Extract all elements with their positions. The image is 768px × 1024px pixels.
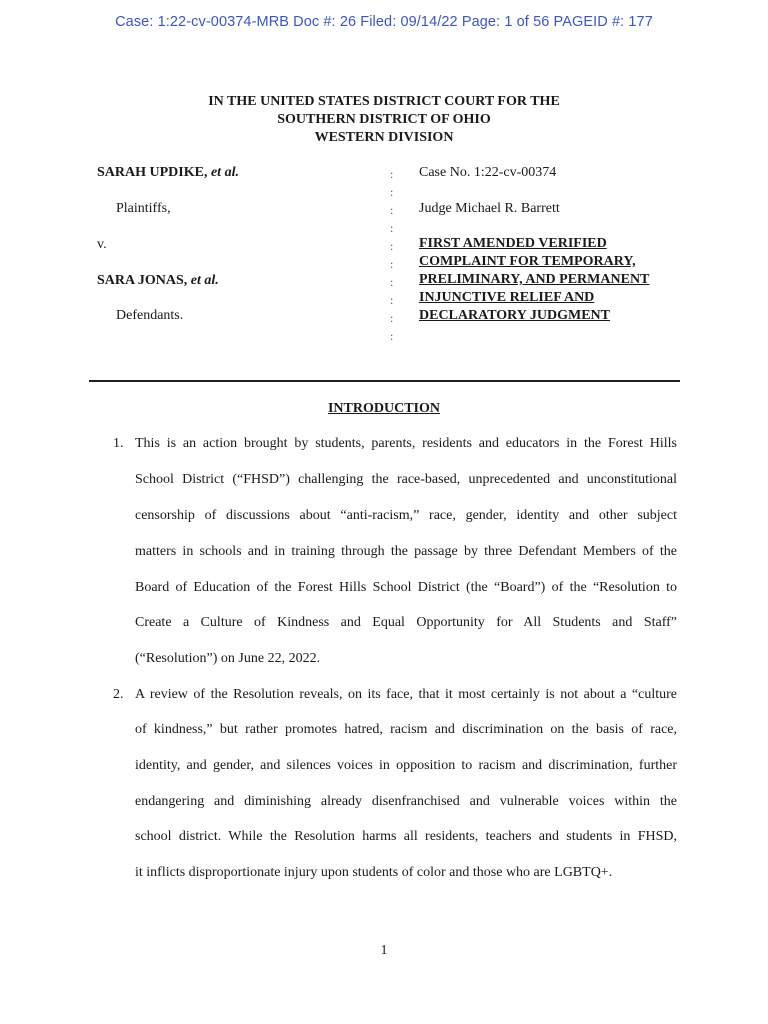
relief-title-line: INJUNCTIVE RELIEF AND xyxy=(419,290,595,305)
paragraph-line: endangering and diminishing already disenfranchised and vulnerable voices within the xyxy=(135,794,677,809)
relief-title-line: FIRST AMENDED VERIFIED xyxy=(419,236,607,251)
paragraph-line: matters in schools and in training through the passage by three Defendant Members of the xyxy=(135,544,677,559)
plaintiff-et-al: et al. xyxy=(210,165,239,180)
section-heading-introduction: INTRODUCTION xyxy=(327,401,440,416)
paragraph-line: This is an action brought by students, parents, residents and educators in the Forest Hills xyxy=(135,436,677,451)
plaintiffs-label: Plaintiffs, xyxy=(116,201,171,216)
relief-title-line: COMPLAINT FOR TEMPORARY, xyxy=(419,254,636,269)
defendant-et-al: et al. xyxy=(190,273,219,288)
judge-name: Judge Michael R. Barrett xyxy=(419,201,560,216)
defendants-label: Defendants. xyxy=(116,308,184,323)
caption-divider xyxy=(89,380,680,382)
paragraph-line: identity, and gender, and silences voices in opposition to racism and discrimination, further xyxy=(135,758,677,773)
paragraph-line: (“Resolution”) on June 22, 2022. xyxy=(135,651,321,666)
defendant-caption xyxy=(97,273,219,289)
plaintiff-name: SARAH UPDIKE, xyxy=(97,165,208,180)
court-title-line-2: SOUTHERN DISTRICT OF OHIO xyxy=(277,112,491,127)
paragraph-line: it inflicts disproportionate injury upon students of color and those who are LGBTQ+. xyxy=(135,865,613,880)
caption-colon: : xyxy=(390,311,394,325)
caption-colon: : xyxy=(390,239,394,253)
caption-colon: : xyxy=(390,203,394,217)
paragraph-line: school district. While the Resolution harms all residents, teachers and students in FHSD, xyxy=(135,829,677,844)
caption-colon: : xyxy=(390,329,394,343)
caption-colon: : xyxy=(390,185,394,199)
relief-title-line: PRELIMINARY, AND PERMANENT xyxy=(419,272,650,287)
relief-title-line: DECLARATORY JUDGMENT xyxy=(419,308,610,323)
paragraph-line: of kindness,” but rather promotes hatred, racism and discrimination on the basis of race, xyxy=(135,722,677,737)
versus-label: v. xyxy=(97,237,107,252)
caption-colon: : xyxy=(390,167,394,181)
court-title-line-3: WESTERN DIVISION xyxy=(314,130,454,145)
plaintiff-caption xyxy=(97,165,239,181)
case-number: Case No. 1:22-cv-00374 xyxy=(419,165,557,180)
page-number: 1 xyxy=(380,943,388,958)
court-title-line-1: IN THE UNITED STATES DISTRICT COURT FOR THE xyxy=(208,94,560,109)
paragraph-number: 2. xyxy=(113,687,124,702)
paragraph-line: School District (“FHSD”) challenging the race-based, unprecedented and unconstitutional xyxy=(135,472,677,487)
caption-colon: : xyxy=(390,221,394,235)
caption-colon: : xyxy=(390,257,394,271)
defendant-name: SARA JONAS, xyxy=(97,273,188,288)
paragraph-line: Create a Culture of Kindness and Equal Opportunity for All Students and Staff” xyxy=(135,615,677,630)
paragraph-line: Board of Education of the Forest Hills School District (the “Board”) of the “Resolution to xyxy=(135,580,677,595)
paragraph-line: A review of the Resolution reveals, on its face, that it most certainly is not about a “culture xyxy=(135,687,677,702)
case-header-stamp: Case: 1:22-cv-00374-MRB Doc #: 26 Filed: 09/14/22 Page: 1 of 56 PAGEID #: 177 xyxy=(115,14,653,30)
paragraph-line: censorship of discussions about “anti-racism,” race, gender, identity and other subject xyxy=(135,508,677,523)
caption-colon: : xyxy=(390,275,394,289)
paragraph-number: 1. xyxy=(113,436,124,451)
caption-colon: : xyxy=(390,293,394,307)
